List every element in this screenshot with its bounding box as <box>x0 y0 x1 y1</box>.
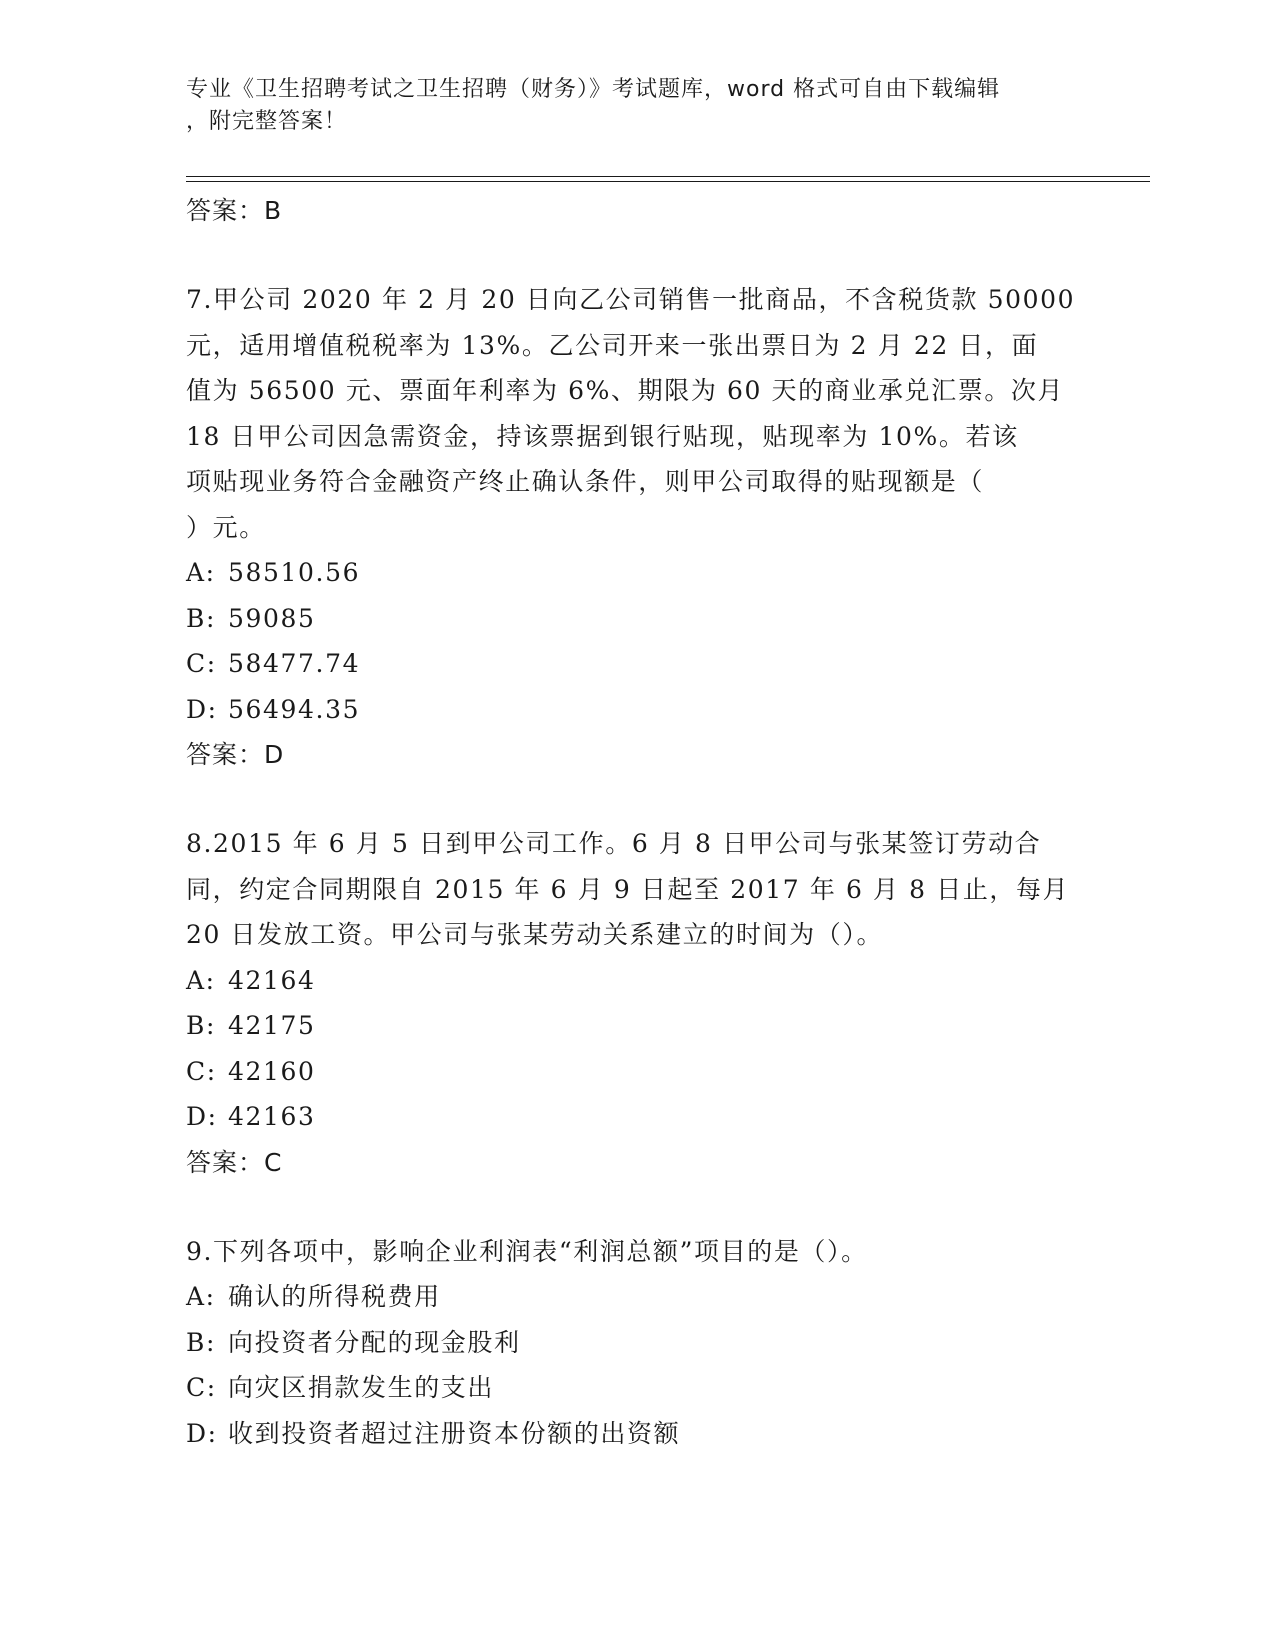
question-text-line: 20 日发放工资。甲公司与张某劳动关系建立的时间为（）。 <box>186 920 884 949</box>
header-line-2: ，附完整答案！ <box>186 109 348 134</box>
option-a <box>186 550 1086 596</box>
option-label: B: <box>186 603 216 633</box>
question-text-line: 9.下列各项中，影响企业利润表“利润总额”项目的是（）。 <box>186 1236 868 1266</box>
option-label: B: <box>186 1011 216 1040</box>
option-label: A: <box>186 965 216 995</box>
option-text: 向灾区捐款发生的支出 <box>228 1373 495 1402</box>
option-label: D: <box>186 694 218 724</box>
option-label: C: <box>186 649 217 678</box>
answer-line: 答案：B <box>186 196 283 225</box>
option-a <box>186 958 1086 1004</box>
option-label: A: <box>186 1282 216 1311</box>
option-text: 确认的所得税费用 <box>228 1282 441 1311</box>
option-d <box>186 687 1086 733</box>
option-c <box>186 641 1086 687</box>
option-b <box>186 596 1086 642</box>
option-text: 收到投资者超过注册资本份额的出资额 <box>228 1418 681 1448</box>
question-text-line: 元，适用增值税税率为 13%。乙公司开来一张出票日为 2 月 22 日，面 <box>186 330 1039 360</box>
header-divider <box>186 176 1150 177</box>
option-c <box>186 1365 1086 1411</box>
option-label: A: <box>186 558 216 587</box>
option-d <box>186 1094 1086 1140</box>
option-c <box>186 1049 1086 1095</box>
option-text: 56494.35 <box>228 694 361 724</box>
option-text: 58510.56 <box>228 558 361 587</box>
option-a <box>186 1274 1086 1320</box>
option-d <box>186 1411 1086 1457</box>
question-text-line: 同，约定合同期限自 2015 年 6 月 9 日起至 2017 年 6 月 8 日止，每月 <box>186 874 1070 904</box>
question-text-line: 8.2015 年 6 月 5 日到甲公司工作。6 月 8 日甲公司与张某签订劳动合 <box>186 829 1042 858</box>
page-header <box>186 74 1086 138</box>
question-text-line: 18 日甲公司因急需资金，持该票据到银行贴现，贴现率为 10%。若该 <box>186 421 1019 451</box>
header-divider <box>186 181 1150 182</box>
question-text-line: 项贴现业务符合金融资产终止确认条件，则甲公司取得的贴现额是（ <box>186 467 985 496</box>
option-label: C: <box>186 1056 217 1086</box>
option-text: 58477.74 <box>228 649 361 678</box>
answer-line: 答案：C <box>186 1147 283 1177</box>
option-text: 42160 <box>228 1056 316 1086</box>
question-7 <box>186 277 1086 778</box>
question-text-line: ）元。 <box>186 512 266 542</box>
option-b <box>186 1003 1086 1049</box>
exam-content <box>186 188 1086 1456</box>
option-text: 59085 <box>228 603 316 633</box>
header-line-1: 专业《卫生招聘考试之卫生招聘（财务）》考试题库，word 格式可自由下载编辑 <box>186 77 1001 102</box>
option-label: D: <box>186 1102 218 1131</box>
option-text: 42163 <box>228 1102 316 1131</box>
question-9 <box>186 1229 1086 1457</box>
question-8 <box>186 821 1086 1186</box>
question-text-line: 7.甲公司 2020 年 2 月 20 日向乙公司销售一批商品，不含税货款 50000 <box>186 285 1076 314</box>
option-label: C: <box>186 1373 217 1402</box>
option-text: 向投资者分配的现金股利 <box>228 1327 521 1357</box>
option-label: D: <box>186 1418 218 1448</box>
option-b <box>186 1320 1086 1366</box>
question-text-line: 值为 56500 元、票面年利率为 6%、期限为 60 天的商业承兑汇票。次月 <box>186 376 1065 405</box>
answer-line: 答案：D <box>186 740 285 769</box>
option-text: 42164 <box>228 965 316 995</box>
option-text: 42175 <box>228 1011 316 1040</box>
option-label: B: <box>186 1327 216 1357</box>
